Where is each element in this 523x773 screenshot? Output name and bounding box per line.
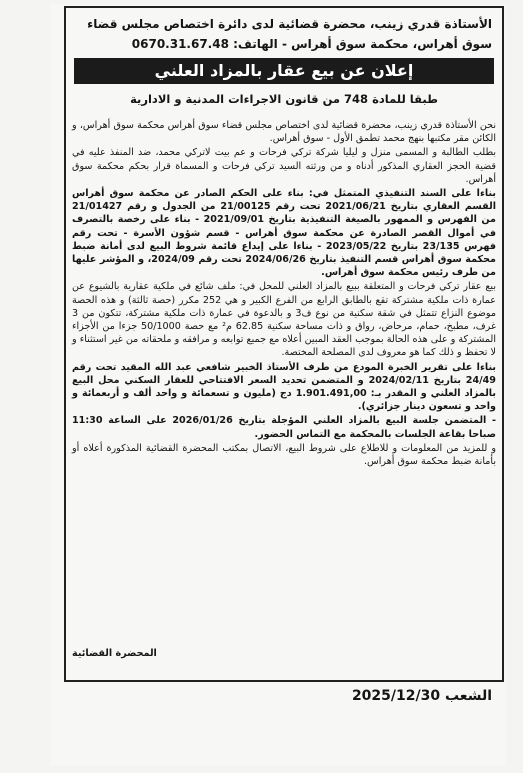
paragraph-bailiff: نحن الأستاذة قدري زينب، محضرة قضائية لدى اختصاص مجلس قضاء سوق أهراس محكمة سوق أهراس، و الكائن مقر مكتبها بنهج محمد تطمق الأول - سوق أهراس.: [72, 120, 496, 145]
newspaper-name: الشعب: [444, 688, 492, 704]
paragraph-contact: و للمزيد من المعلومات و للاطلاع على شروط البيع، الاتصال بمكتب المحضرة القضائية المذكورة أعلاه أو بأمانة ضبط محكمة سوق أهراس.: [72, 442, 496, 468]
notice-title-banner: إعلان عن بيع عقار بالمزاد العلني: [74, 58, 494, 84]
header-line-1: الأستاذة قدري زينب، محضرة قضائية لدى دائرة اختصاص مجلس قضاء: [87, 17, 492, 31]
paragraph-executive-title: بناءا على السند التنفيذي المتمثل في: بناء على الحكم الصادر عن محكمة سوق أهراس القسم العقاري بتاريخ 2021/06/21 تحت رقم 21/00125 من الجدول و رقم 21/01427 من الفهرس و الممهور بالصيغة التنفيذية بتاريخ 2021/09/01 - بناء على رخصة بالتصرف في أموال القصر الصادرة عن محكمة سوق أهراس - قسم شؤون الأسرة - تحت رقم فهرس 23/135 بتاريخ 2023/05/22 - بناءا على إيداع قائمة شروط البيع لدى أمانة ضبط محكمة سوق أهراس قسم التنفيذ بتاريخ 2024/06/26 تحت رقم 2024/09، و المؤشر عليها من طرف رئيس محكمة سوق أهراس.: [72, 188, 496, 279]
paragraph-request: بطلب الطالبة و المسمى منزل و ليليا شركة تركي فرحات و عم بيت لاتركي محمد، ضد المنفذ عليه في قضية الحجز العقاري المذكور أدناه و من ورثته السيد تركي فرحات و المسماة قرار بحكم محكمة سوق أهراس.: [72, 147, 496, 185]
publication-date: 2025/12/30: [351, 688, 441, 704]
paragraph-auction-session: - المتضمن جلسة البيع بالمزاد العلني المؤجلة بتاريخ 2026/01/26 على الساعة 11:30 صباحا بقاعة الجلسات بالمحكمة مع التماس الحضور.: [72, 415, 497, 440]
newspaper-clipping: [50, 4, 506, 766]
paragraph-property: بيع عقار تركي فرحات و المتعلقة ببيع بالمزاد العلني للمحل في: ملف شائع في ملكية عقارية بالشيوع عن عمارة ذات ملكية مشتركة تقع بالطابق الرابع من الفرع الكبير و هي 252 مكرر (حصة ثالثة) و هذه الحصة موضوع النزاع تتمثل في شقة سكنية من نوع ف3 و بالدعوة في عمارة ذات ملكية مشتركة، تتكون من 3 غرف، مطبخ، حمام، مرحاض، رواق و ذات مساحة سكنية 62.85 م² مع حصة 50/1000 جزءا من الأجزاء المشتركة و على هذه الحالة بموجب العقد المبين أعلاه مع جميع توابعه و مرافقه و ملحقاته من غير استثناء و لا تحفظ و ذلك كما هو معروف لدى المصلحة المختصة.: [72, 281, 496, 359]
header-line-2: [76, 34, 492, 54]
header-location: سوق أهراس، محكمة سوق أهراس - الهاتف:: [233, 37, 492, 51]
notice-body: [72, 119, 496, 468]
signoff: المحضرة القضائية: [72, 648, 157, 659]
phone-number: 0670.31.67.48: [131, 37, 229, 51]
paragraph-expert-report: بناءا على تقرير الخبرة المودع من طرف الأستاذ الخبير شافعي عبد الله المقيد تحت رقم 24/49 بتاريخ 2024/02/11 و المتضمن تحديد السعر الافتتاحي للعقار السكني محل البيع بالمزاد العلني و المقدر بـ: 1.901.491,00 دج (مليون و تسعمائة و واحد ألف و أربعمائة و واحد و تسعون دينار جزائري).: [72, 361, 497, 413]
notice-frame: [64, 6, 504, 682]
legal-basis-subtitle: طبقا للمادة 748 من قانون الاجراءات المدنية و الادارية: [130, 92, 438, 106]
notice-header: [66, 8, 502, 54]
publication-footer: [352, 686, 492, 706]
